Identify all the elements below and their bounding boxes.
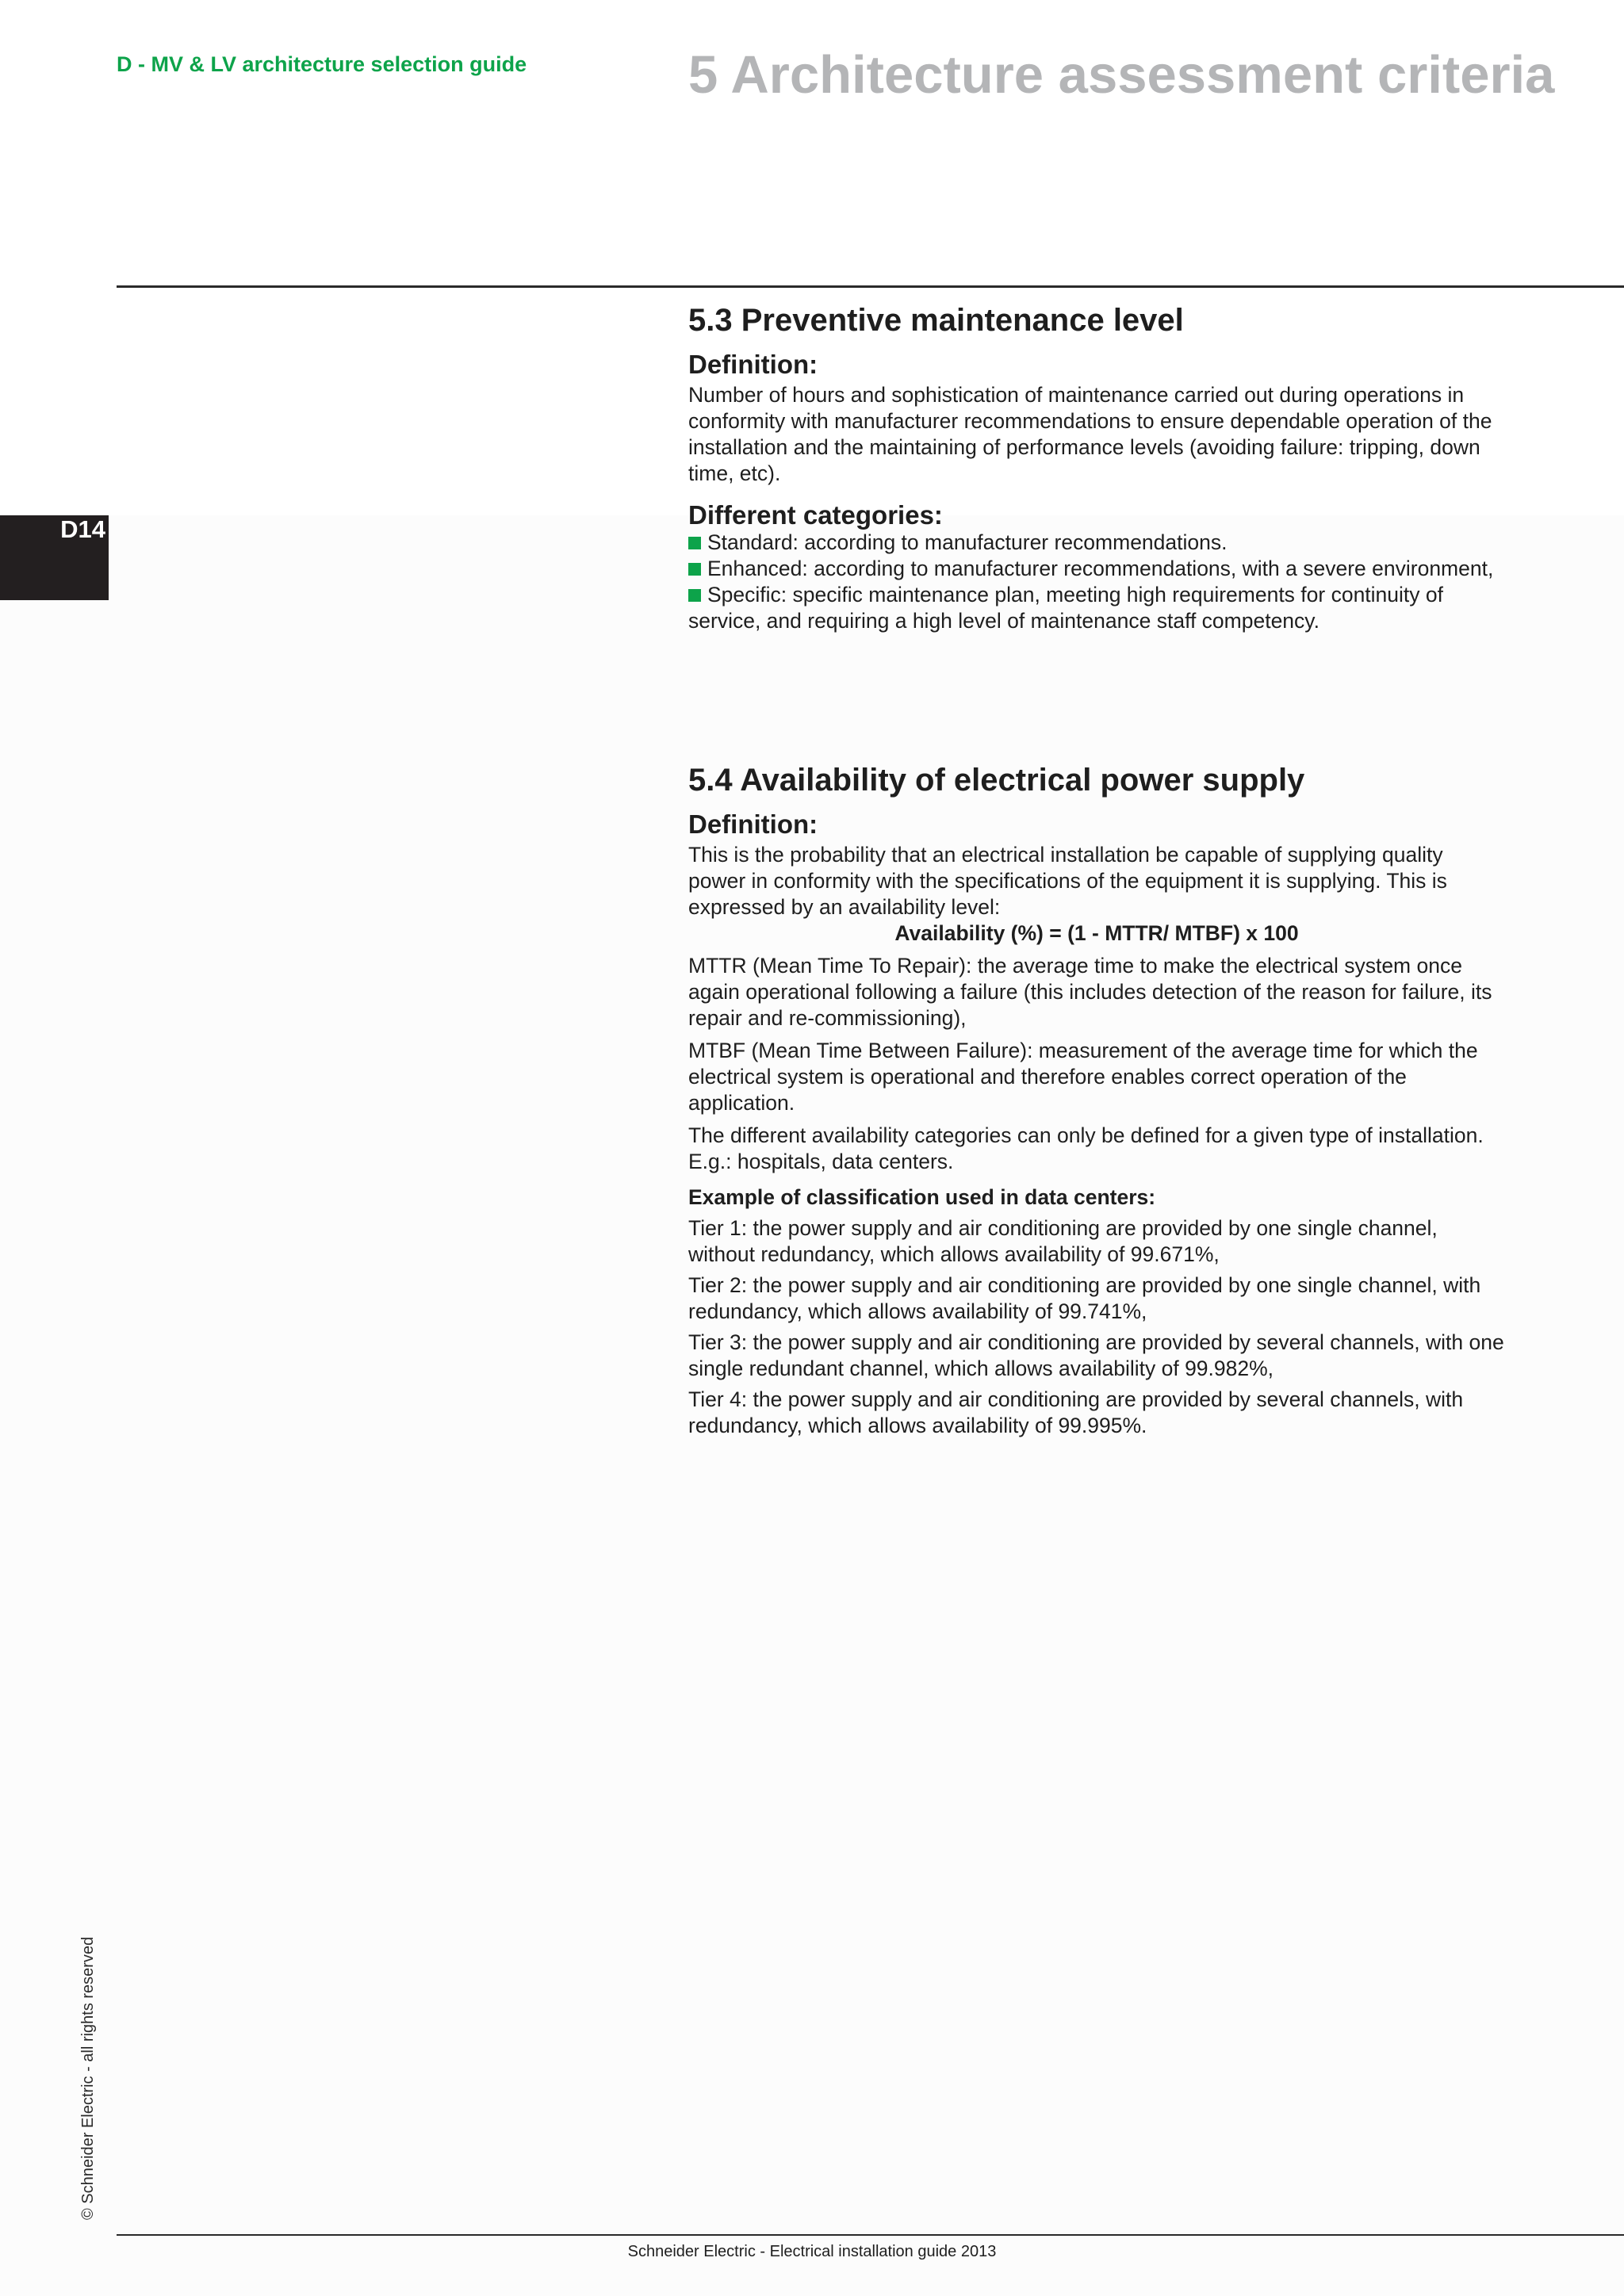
definition-paragraph: Number of hours and sophistication of maintenance carried out during operations in conformity with manufacturer recommendations to ensure dependable operation of the installation and the maintaining of performance levels (avoiding failure: tripping, down time, etc). — [688, 383, 1492, 485]
availability-formula: Availability (%) = (1 - MTTR/ MTBF) x 100 — [894, 921, 1299, 945]
mttr-paragraph: MTTR (Mean Time To Repair): the average time to make the electrical system once again operational following a failure (this includes detection of the reason for failure, its repair and re-commissioning), — [688, 954, 1492, 1030]
section-5-4 — [688, 761, 1505, 1439]
footer-text: Schneider Electric - Electrical installation guide 2013 — [627, 2243, 997, 2260]
list-item — [688, 530, 1505, 556]
bullet-square-icon — [688, 563, 701, 576]
tier-item: Tier 4: the power supply and air conditioning are provided by several channels, with redundancy, which allows availability of 99.995%. — [688, 1387, 1464, 1437]
chapter-title: 5 Architecture assessment criteria — [688, 45, 1555, 105]
mtbf-paragraph: MTBF (Mean Time Between Failure): measurement of the average time for which the electrical system is operational and therefore enables correct operation of the application. — [688, 1039, 1478, 1115]
header-divider — [117, 285, 1624, 288]
tier-item: Tier 3: the power supply and air conditioning are provided by several channels, with one single redundant channel, which allows availability of 99.982%, — [688, 1330, 1504, 1380]
definition-heading: Definition: — [688, 350, 818, 379]
tier-item: Tier 2: the power supply and air conditioning are provided by one single channel, with redundancy, which allows availability of 99.741%, — [688, 1273, 1481, 1323]
list-item — [688, 556, 1505, 582]
guide-section-label: D - MV & LV architecture selection guide — [117, 52, 527, 76]
categories-paragraph: The different availability categories can only be defined for a given type of installation. E.g.: hospitals, data centers. — [688, 1123, 1484, 1173]
section-5-3 — [688, 301, 1505, 634]
list-item-text: Standard: according to manufacturer recommendations. — [707, 530, 1228, 554]
list-item-text: Specific: specific maintenance plan, meeting high requirements for continuity of service, and requiring a high level of maintenance staff competency. — [688, 583, 1443, 633]
example-heading: Example of classification used in data centers: — [688, 1185, 1156, 1209]
tier-item: Tier 1: the power supply and air conditioning are provided by one single channel, without redundancy, which allows availability of 99.671%, — [688, 1216, 1438, 1266]
page-number-tab — [0, 515, 109, 600]
categories-heading: Different categories: — [688, 500, 943, 530]
list-item-text: Enhanced: according to manufacturer recommendations, with a severe environment, — [707, 557, 1494, 580]
section-heading: 5.4 Availability of electrical power supply — [688, 763, 1305, 798]
copyright-notice: © Schneider Electric - all rights reserved — [79, 1936, 97, 2220]
definition-heading: Definition: — [688, 809, 818, 839]
footer-divider — [117, 2234, 1624, 2236]
bullet-square-icon — [688, 537, 701, 549]
section-heading: 5.3 Preventive maintenance level — [688, 303, 1184, 338]
list-item — [688, 582, 1505, 634]
bullet-square-icon — [688, 589, 701, 602]
definition-paragraph: This is the probability that an electrical installation be capable of supplying quality power in conformity with the specifications of the equipment it is supplying. This is expressed by an availability level: — [688, 843, 1447, 919]
page-number: D14 — [60, 515, 105, 543]
